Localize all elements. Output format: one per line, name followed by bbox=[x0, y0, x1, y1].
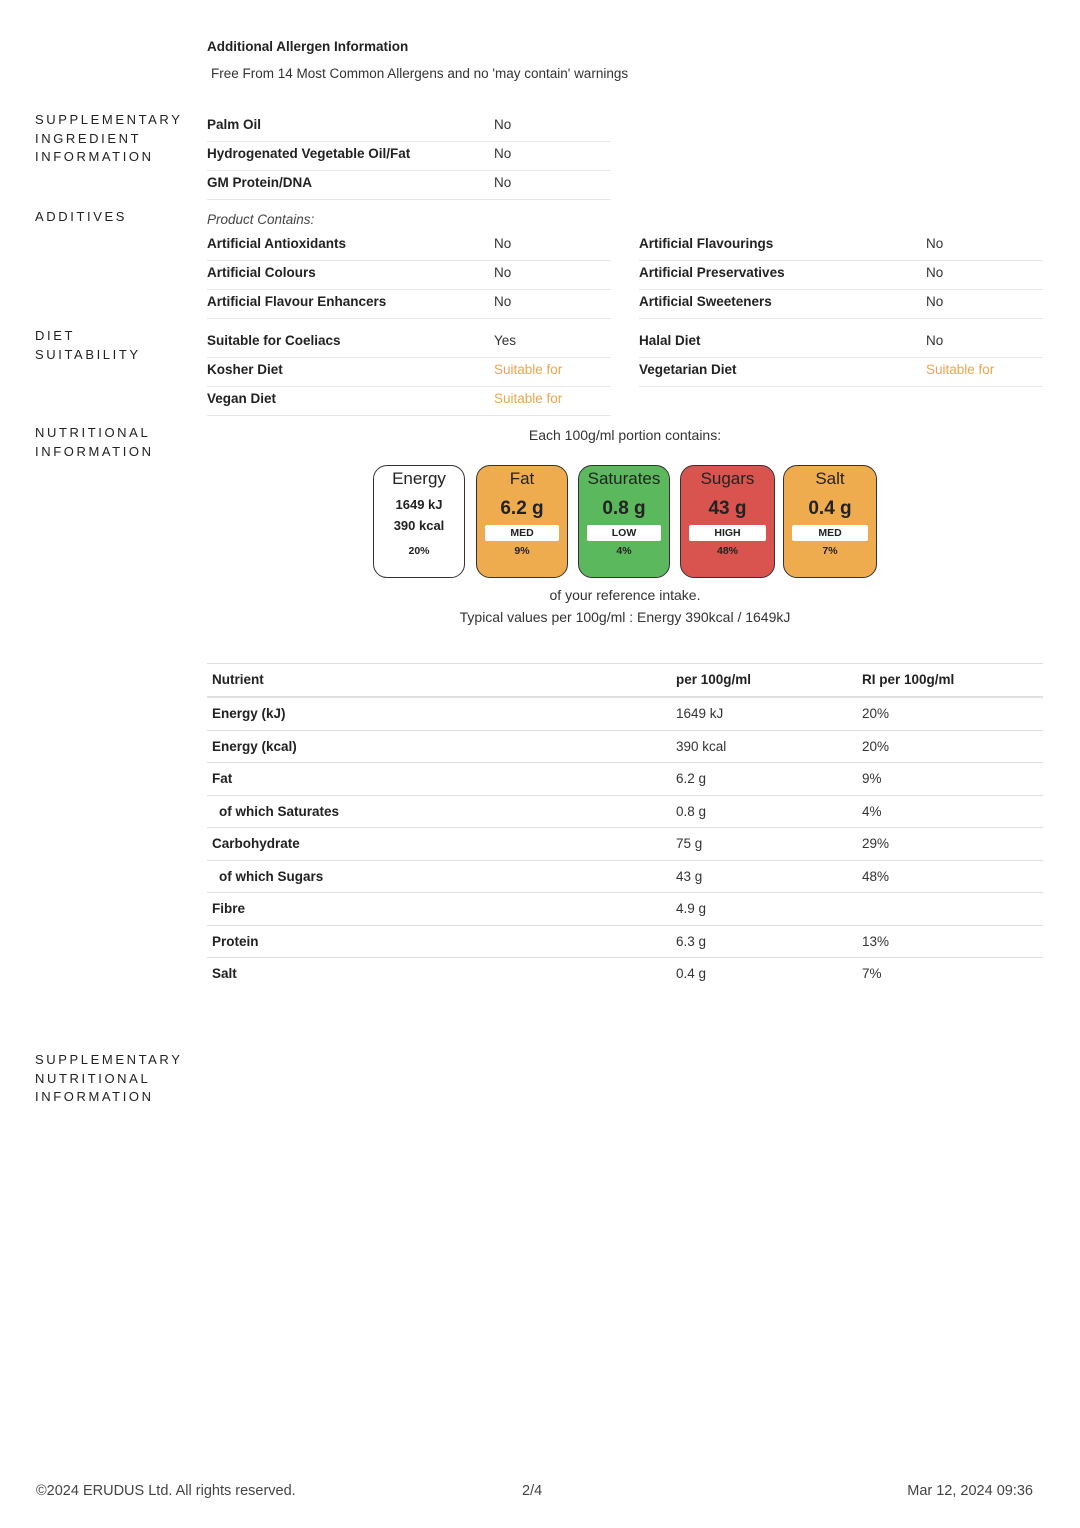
kv-key: Artificial Antioxidants bbox=[207, 236, 347, 251]
diet-table-right bbox=[639, 329, 1043, 387]
kv-row bbox=[207, 171, 611, 200]
section-label-diet: DIET SUITABILITY bbox=[35, 328, 141, 362]
traffic-light-saturates bbox=[578, 465, 670, 578]
kv-key: Halal Diet bbox=[639, 333, 701, 348]
traffic-light-name: Energy bbox=[392, 469, 446, 488]
kv-row bbox=[207, 358, 611, 387]
table-header-cell: per 100g/ml bbox=[676, 672, 752, 687]
table-cell-value: 6.3 g bbox=[676, 933, 707, 949]
kv-row bbox=[639, 261, 1043, 290]
traffic-light-fat bbox=[476, 465, 568, 578]
table-cell-value: 390 kcal bbox=[676, 738, 727, 754]
traffic-light-level: MED bbox=[792, 525, 868, 541]
table-cell-value: 0.8 g bbox=[676, 803, 707, 819]
table-row bbox=[207, 893, 1043, 926]
table-cell-nutrient: Carbohydrate bbox=[212, 836, 300, 851]
kv-row bbox=[207, 142, 611, 171]
table-cell-nutrient: Fat bbox=[212, 771, 233, 786]
footer-date: Mar 12, 2024 09:36 bbox=[907, 1483, 1033, 1499]
table-row bbox=[207, 763, 1043, 796]
table-cell-nutrient: Salt bbox=[212, 966, 237, 981]
supplementary-ingredient-table bbox=[207, 113, 611, 200]
table-row bbox=[207, 861, 1043, 894]
kv-key: Artificial Colours bbox=[207, 265, 316, 280]
section-label-supplementary-nutritional: SUPPLEMENTARY NUTRITIONAL INFORMATION bbox=[35, 1052, 183, 1104]
table-row bbox=[207, 731, 1043, 764]
table-cell-ri: 20% bbox=[862, 738, 890, 754]
kv-value: No bbox=[926, 294, 944, 309]
table-cell-value: 4.9 g bbox=[676, 901, 707, 916]
section-label-nutritional: NUTRITIONAL INFORMATION bbox=[35, 425, 154, 459]
kv-value: Suitable for bbox=[494, 362, 563, 377]
table-cell-ri: 4% bbox=[862, 803, 882, 819]
kv-value: No bbox=[926, 236, 944, 251]
table-cell-value: 6.2 g bbox=[676, 771, 707, 786]
kv-row bbox=[639, 358, 1043, 387]
traffic-light-name: Sugars bbox=[700, 469, 755, 488]
traffic-light-pct: 9% bbox=[514, 545, 530, 557]
kv-row bbox=[207, 387, 611, 416]
table-cell-nutrient: of which Sugars bbox=[219, 868, 324, 884]
kv-key: Artificial Preservatives bbox=[639, 265, 785, 280]
table-cell-nutrient: Fibre bbox=[212, 901, 246, 916]
traffic-light-salt bbox=[783, 465, 877, 578]
section-label-additives: ADDITIVES bbox=[35, 209, 128, 224]
kv-value: No bbox=[494, 175, 512, 190]
traffic-light-name: Saturates bbox=[587, 469, 661, 488]
traffic-light-amount: 0.4 g bbox=[808, 498, 852, 519]
table-header-row bbox=[207, 664, 1043, 698]
kv-row bbox=[639, 329, 1043, 358]
kv-value: Yes bbox=[494, 333, 517, 348]
traffic-light-pct: 4% bbox=[616, 545, 632, 557]
table-cell-value: 75 g bbox=[676, 836, 703, 851]
kv-value: No bbox=[494, 236, 512, 251]
traffic-light-pct: 48% bbox=[716, 545, 738, 557]
table-row bbox=[207, 828, 1043, 861]
table-cell-nutrient: Energy (kJ) bbox=[212, 706, 286, 721]
section-label-supplementary-ingredient: SUPPLEMENTARY INGREDIENT INFORMATION bbox=[35, 112, 183, 164]
table-cell-ri: 7% bbox=[862, 966, 882, 981]
table-cell-nutrient: Protein bbox=[212, 933, 259, 949]
traffic-light-kcal: 390 kcal bbox=[393, 518, 445, 533]
traffic-light-level: HIGH bbox=[689, 525, 766, 541]
table-cell-ri: 9% bbox=[862, 771, 882, 786]
table-cell-value: 1649 kJ bbox=[676, 706, 724, 721]
kv-key: Vegan Diet bbox=[207, 391, 277, 406]
kv-value: Suitable for bbox=[926, 362, 995, 377]
kv-row bbox=[207, 232, 611, 261]
traffic-light-amount: 6.2 g bbox=[500, 498, 544, 519]
kv-row bbox=[207, 113, 611, 142]
kv-value: No bbox=[494, 117, 512, 132]
kv-key: GM Protein/DNA bbox=[207, 175, 313, 190]
table-header-cell: RI per 100g/ml bbox=[862, 672, 955, 687]
footer-copyright: ©2024 ERUDUS Ltd. All rights reserved. bbox=[36, 1483, 296, 1499]
additives-note: Product Contains: bbox=[207, 212, 315, 227]
traffic-light-name: Fat bbox=[509, 469, 535, 488]
kv-key: Artificial Flavourings bbox=[639, 236, 774, 251]
traffic-light-pct: 7% bbox=[822, 545, 838, 557]
kv-value: No bbox=[494, 265, 512, 280]
traffic-light-level: MED bbox=[485, 525, 559, 541]
typical-values-text: Typical values per 100g/ml : Energy 390kcal / 1649kJ bbox=[459, 609, 791, 625]
traffic-light-kj: 1649 kJ bbox=[395, 497, 443, 512]
table-header-cell: Nutrient bbox=[212, 672, 264, 687]
nutrition-table bbox=[207, 663, 1043, 990]
kv-row bbox=[639, 232, 1043, 261]
traffic-light-sugars bbox=[680, 465, 775, 578]
kv-key: Hydrogenated Vegetable Oil/Fat bbox=[207, 146, 411, 161]
kv-value: Suitable for bbox=[494, 391, 563, 406]
diet-table-left bbox=[207, 329, 611, 416]
footer-page-number: 2/4 bbox=[522, 1483, 543, 1499]
allergen-heading: Additional Allergen Information bbox=[207, 39, 409, 54]
traffic-light-amount: 0.8 g bbox=[602, 498, 646, 519]
table-cell-nutrient: Energy (kcal) bbox=[212, 738, 297, 754]
kv-value: No bbox=[926, 333, 944, 348]
table-cell-ri: 13% bbox=[862, 933, 890, 949]
allergen-text: Free From 14 Most Common Allergens and no 'may contain' warnings bbox=[211, 66, 629, 81]
table-cell-nutrient: of which Saturates bbox=[219, 803, 340, 819]
traffic-light-pct: 20% bbox=[408, 545, 430, 557]
table-row bbox=[207, 698, 1043, 731]
kv-row bbox=[207, 290, 611, 319]
table-cell-value: 43 g bbox=[676, 868, 703, 884]
table-cell-ri: 20% bbox=[862, 706, 890, 721]
kv-key: Kosher Diet bbox=[207, 362, 283, 377]
kv-key: Palm Oil bbox=[207, 117, 262, 132]
traffic-light-level: LOW bbox=[587, 525, 661, 541]
portion-text: Each 100g/ml portion contains: bbox=[528, 427, 722, 443]
kv-row bbox=[207, 261, 611, 290]
additives-table-left bbox=[207, 232, 611, 319]
kv-value: No bbox=[494, 294, 512, 309]
kv-row bbox=[207, 329, 611, 358]
kv-key: Vegetarian Diet bbox=[639, 362, 737, 377]
traffic-light-name: Salt bbox=[815, 469, 845, 488]
table-cell-ri: 48% bbox=[862, 868, 890, 884]
kv-value: No bbox=[926, 265, 944, 280]
table-row bbox=[207, 958, 1043, 990]
kv-key: Suitable for Coeliacs bbox=[207, 333, 341, 348]
traffic-light-energy bbox=[373, 465, 465, 578]
kv-value: No bbox=[494, 146, 512, 161]
traffic-light-amount: 43 g bbox=[708, 498, 747, 519]
kv-row bbox=[639, 290, 1043, 319]
additives-table-right bbox=[639, 232, 1043, 319]
table-cell-ri: 29% bbox=[862, 836, 890, 851]
kv-key: Artificial Sweeteners bbox=[639, 294, 772, 309]
reference-intake-text: of your reference intake. bbox=[549, 587, 701, 603]
kv-key: Artificial Flavour Enhancers bbox=[207, 294, 387, 309]
table-cell-value: 0.4 g bbox=[676, 966, 707, 981]
table-row bbox=[207, 796, 1043, 829]
table-row bbox=[207, 926, 1043, 959]
